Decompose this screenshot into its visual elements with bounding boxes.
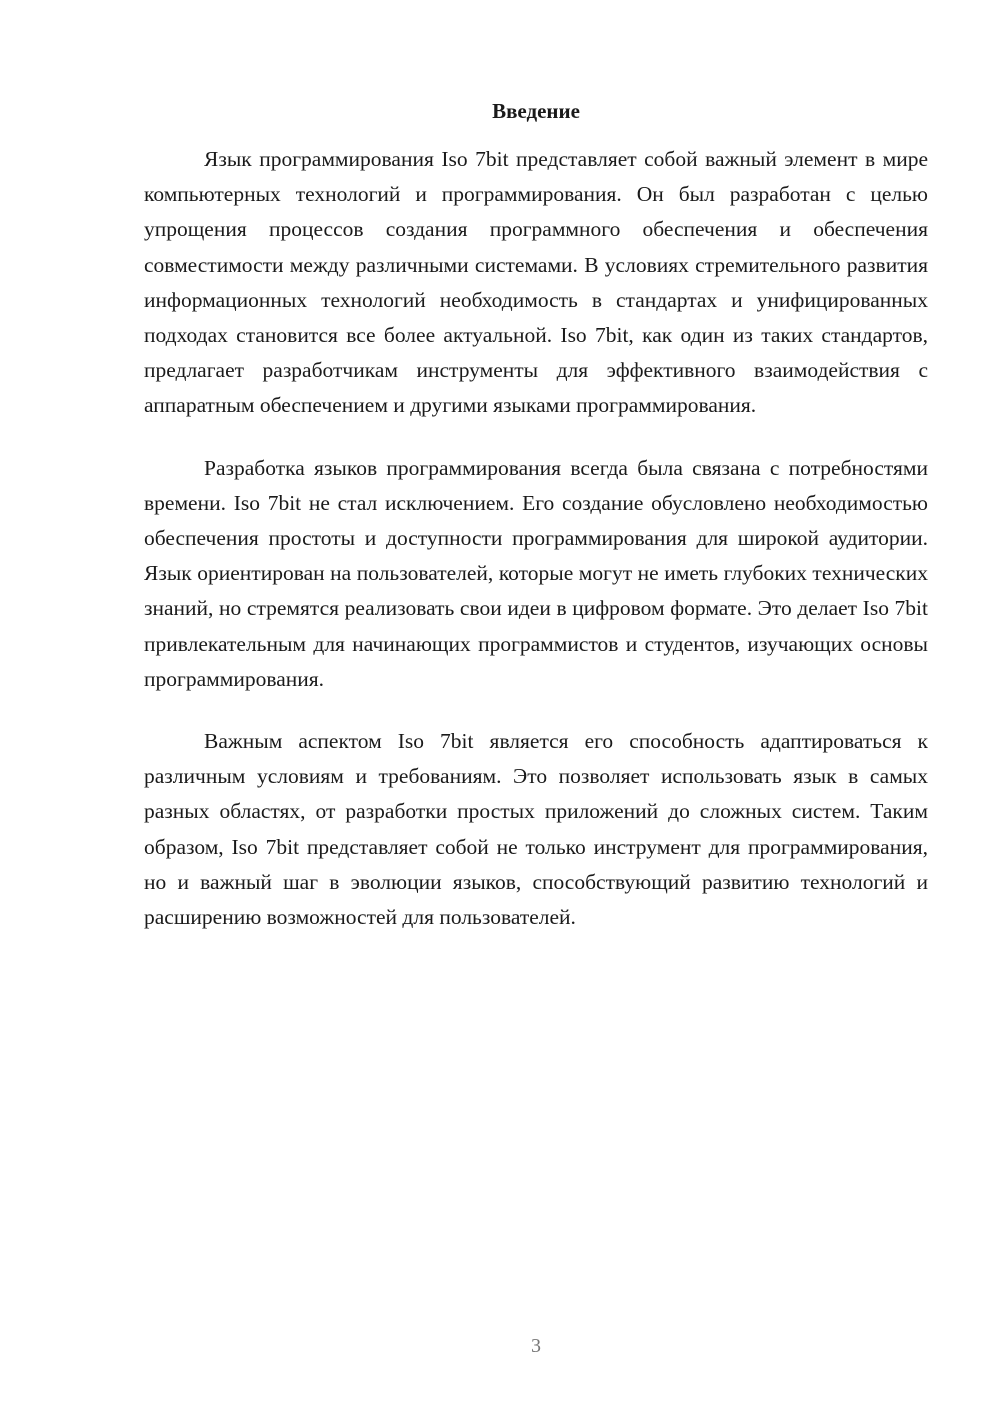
body-text — [144, 142, 928, 962]
paragraph-2: Разработка языков программирования всегда была связана с потребностями времени. Iso 7bit не стал исключением. Его создание обусловлено необходимостью обеспечения простоты и доступности программирования для широкой аудитории. Язык ориентирован на пользователей, которые могут не иметь глубоких технических знаний, но стремятся реализовать свои идеи в цифровом формате. Это делает Iso 7bit привлекательным для начинающих программистов и студентов, изучающих основы программирования. — [144, 455, 928, 691]
paragraph-3: Важным аспектом Iso 7bit является его способность адаптироваться к различным условиям и требованиям. Это позволяет использовать язык в самых разных областях, от разработки простых приложений до сложных систем. Таким образом, Iso 7bit представляет собой не только инструмент для программирования, но и важный шаг в эволюции языков, способствующий развитию технологий и расширению возможностей для пользователей. — [144, 729, 928, 930]
page-number: 3 — [531, 1335, 541, 1357]
section-heading: Введение — [492, 99, 580, 123]
paragraph-1: Язык программирования Iso 7bit представляет собой важный элемент в мире компьютерных технологий и программирования. Он был разработан с целью упрощения процессов создания программного обеспечения и обеспечения совместимости между различными системами. В условиях стремительного развития информационных технологий необходимость в стандартах и унифицированных подходах становится все более актуальной. Iso 7bit, как один из таких стандартов, предлагает разработчикам инструменты для эффективного взаимодействия с аппаратным обеспечением и другими языками программирования. — [144, 147, 928, 418]
